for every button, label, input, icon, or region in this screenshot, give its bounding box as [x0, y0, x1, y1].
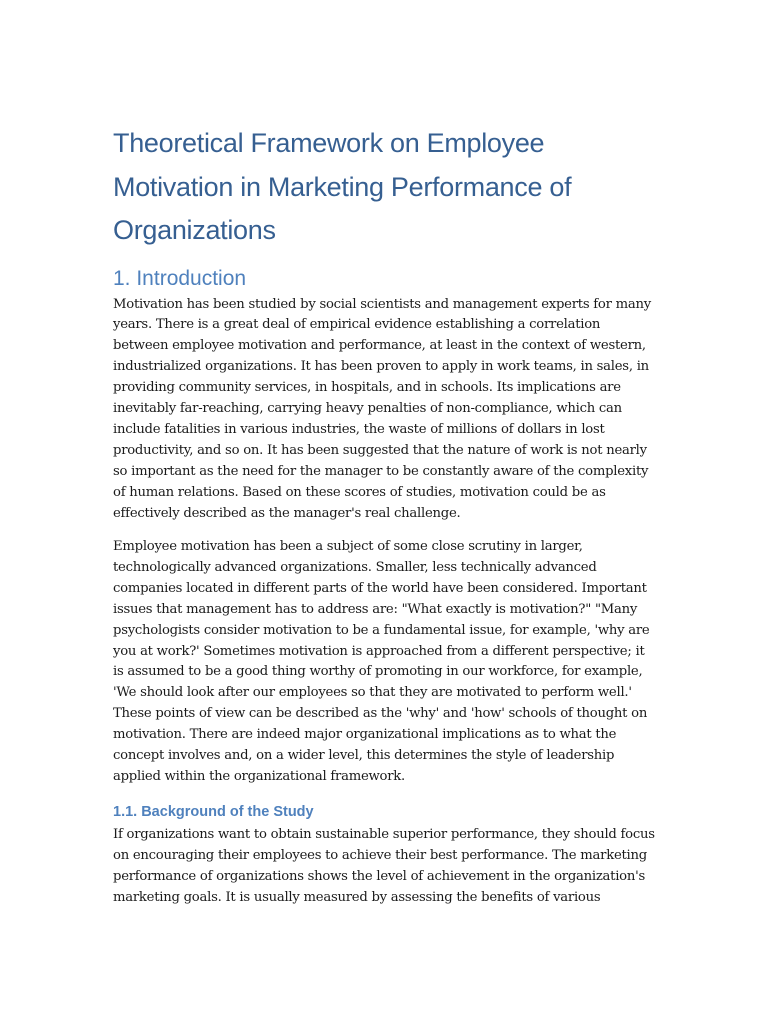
subsection-heading-background: 1.1. Background of the Study: [113, 803, 314, 820]
section-heading-introduction: 1. Introduction: [113, 266, 247, 290]
paragraph: Motivation has been studied by social scientists and management experts for many years. There is a great deal of empirical evidence establishing a correlation between employee motivation and performance, at least in the context of western, industrialized organizations. It has been proven to apply in work teams, in sales, in providing community services, in hospitals, and in schools. Its implications are inevitably far-reaching, carrying heavy penalties of non-compliance, which can include fatalities in various industries, the waste of millions of dollars in lost productivity, and so on. It has been suggested that the nature of work is not nearly so important as the need for the manager to be constantly aware of the complexity of human relations. Based on these scores of studies, motivation could be as effectively described as the manager's real challenge.: [113, 296, 651, 521]
paragraph: If organizations want to obtain sustainable superior performance, they should focus on encouraging their employees to achieve their best performance. The marketing performance of organizations shows the level of achievement in the organization's marketing goals. It is usually measured by assessing the benefits of various: [113, 826, 655, 905]
paragraph: Employee motivation has been a subject of some close scrutiny in larger, technologically advanced organizations. Smaller, less technically advanced companies located in different parts of the world have been considered. Important issues that management has to address are: "What exactly is motivation?" "Many psychologists consider motivation to be a fundamental issue, for example, 'why are you at work?' Sometimes motivation is approached from a different perspective; it is assumed to be a good thing worthy of promoting in our workforce, for example, 'We should look after our employees so that they are motivated to perform well.' These points of view can be described as the 'why' and 'how' schools of thought on motivation. There are indeed major organizational implications as to what the concept involves and, on a wider level, this determines the style of leadership applied within the organizational framework.: [113, 538, 650, 784]
document-title: Theoretical Framework on Employee Motivation in Marketing Performance of Organizations: [113, 128, 572, 245]
document-content: [113, 122, 658, 921]
